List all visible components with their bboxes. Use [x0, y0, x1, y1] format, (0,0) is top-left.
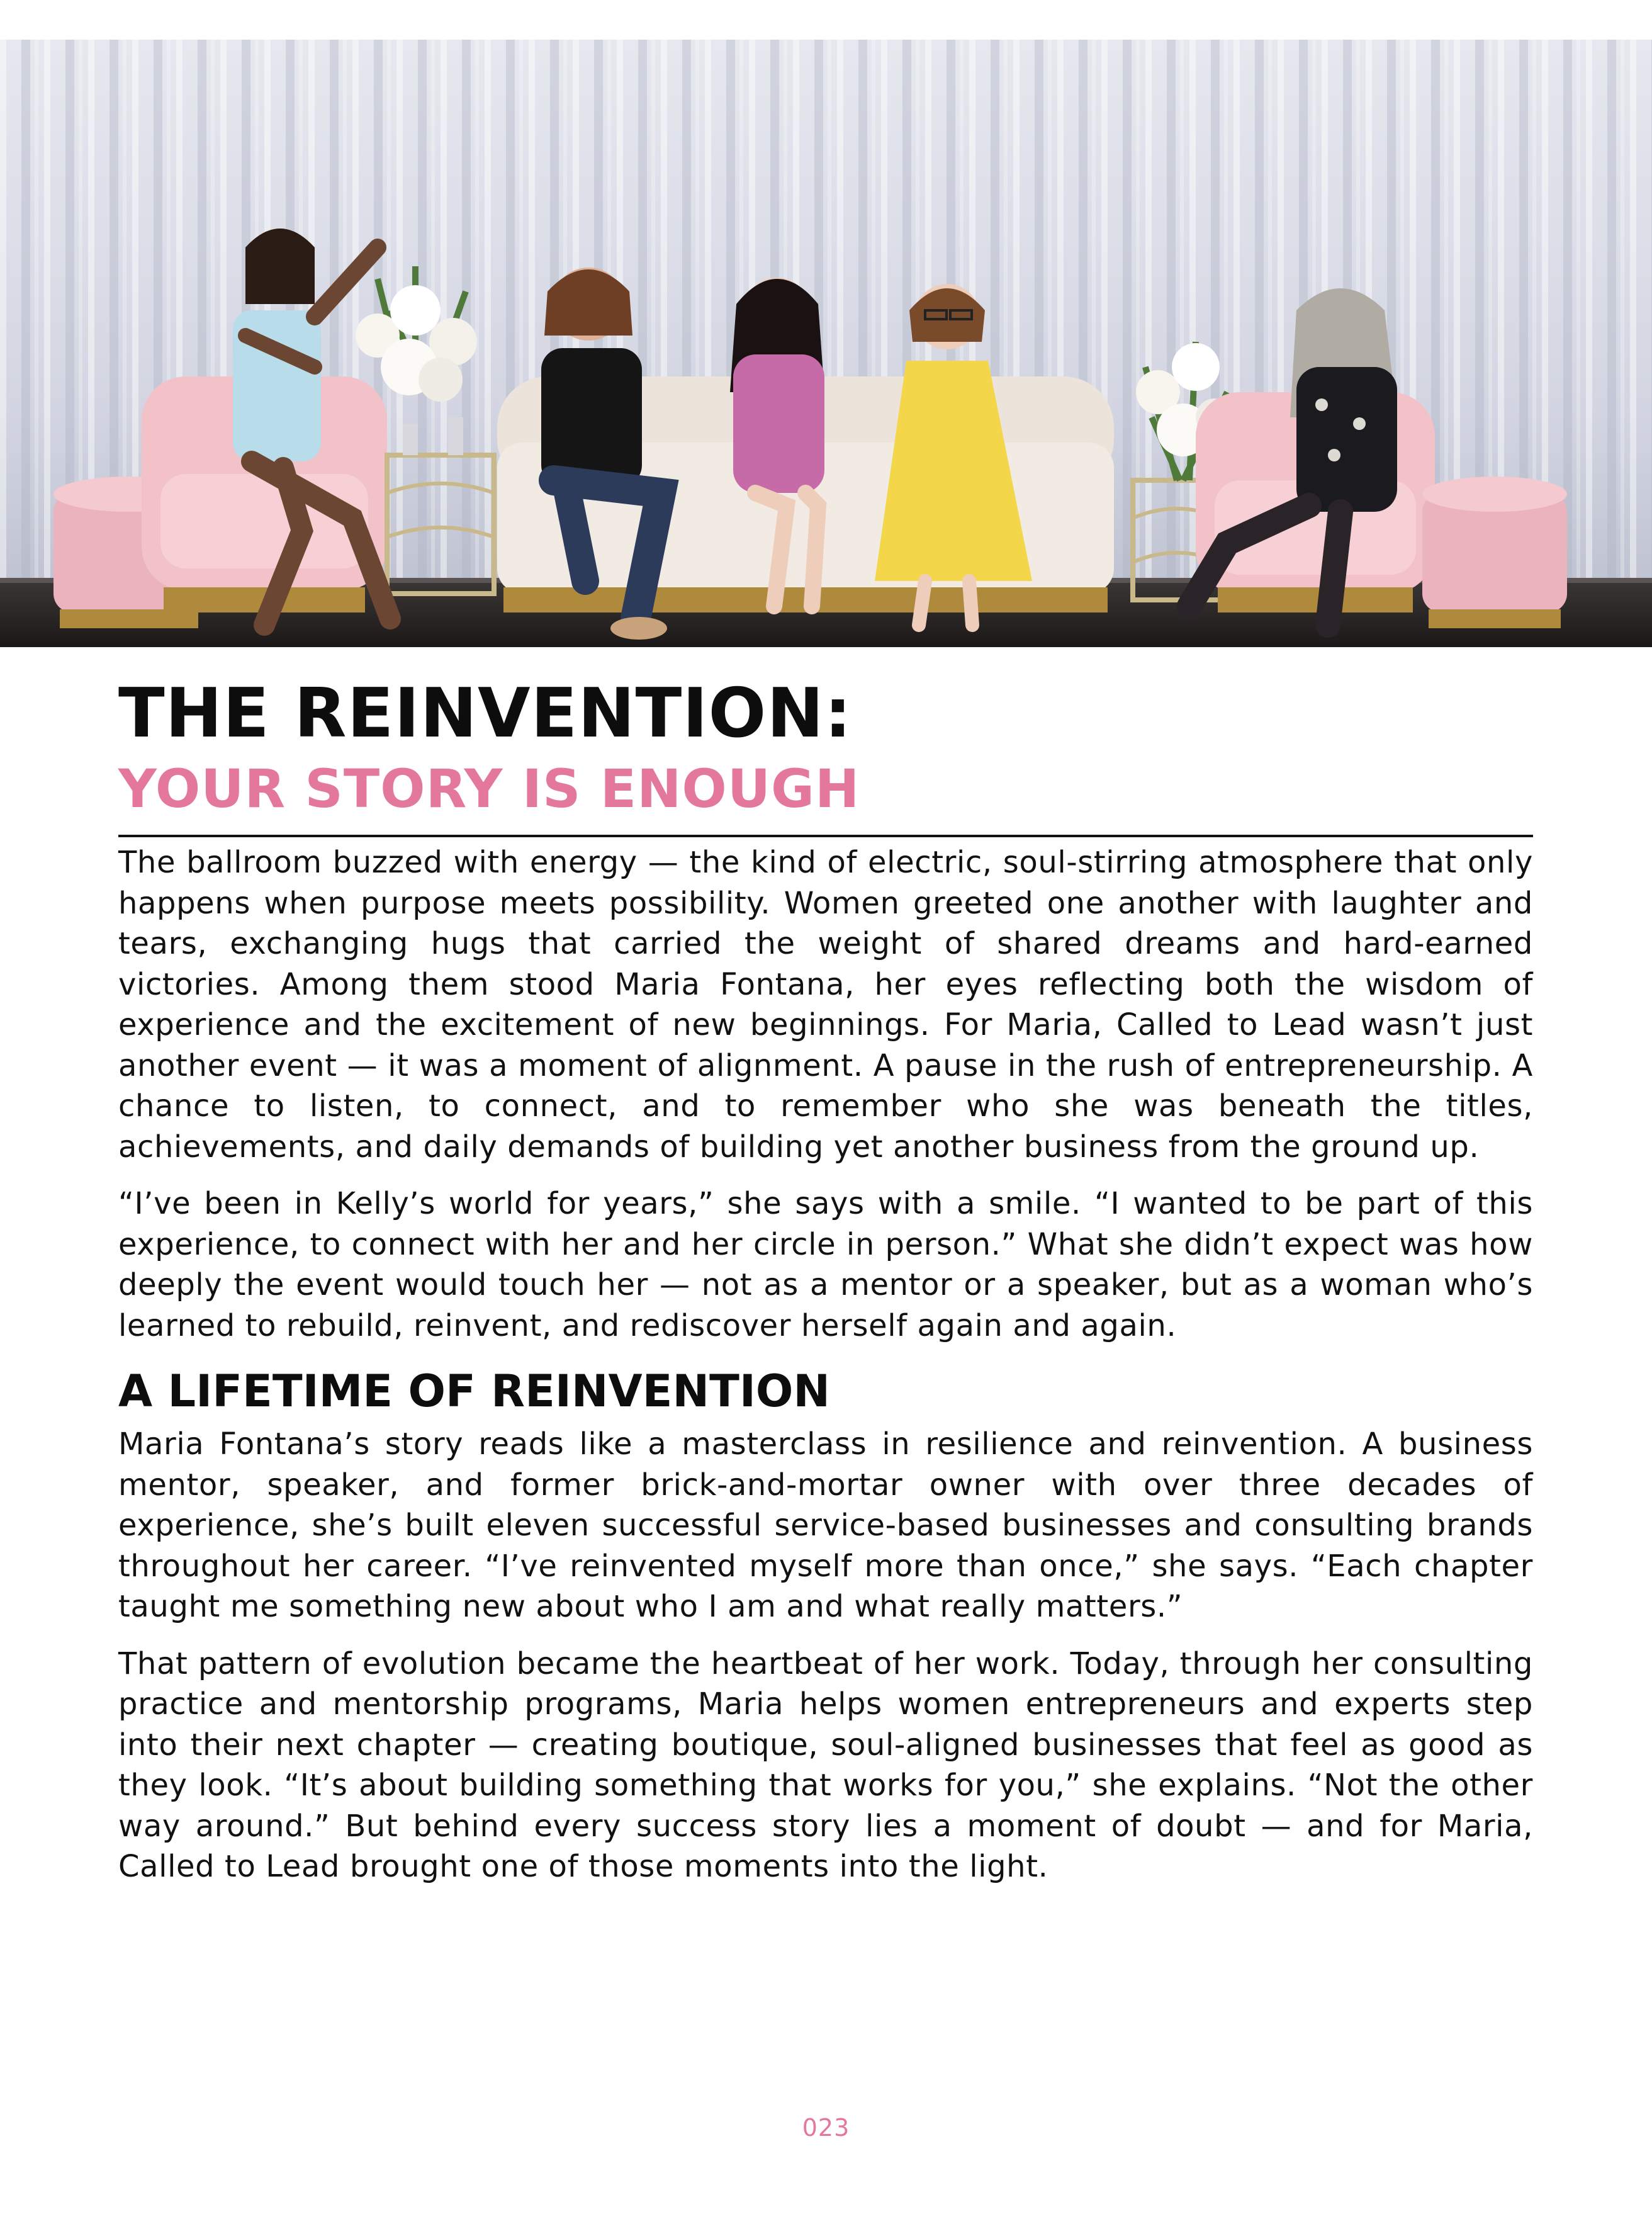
body-paragraph: Maria Fontana’s story reads like a masterclass in resilience and reinvention. A business mentor, speaker, and former brick-and-mortar owner with over three decades of experience, she’s built eleven successful service-based businesses and consulting brands throughout her career. “I’ve reinvented myself more than once,” she says. “Each chapter taught me something new about who I am and what really matters.” [118, 1426, 1533, 1624]
body-paragraph: “I’ve been in Kelly’s world for years,” she says with a smile. “I wanted to be part of this experience, to connect with her and her circle in person.” What she didn’t expect was how deeply the event would touch her — not as a mentor or a speaker, but as a woman who’s learned to rebuild, reinvent, and rediscover herself again and again. [118, 1186, 1533, 1343]
panel-stage-illustration [0, 40, 1652, 647]
section-heading: A LIFETIME OF REINVENTION [118, 1365, 830, 1417]
article-title: THE REINVENTION: [118, 674, 852, 753]
body-paragraph: That pattern of evolution became the heartbeat of her work. Today, through her consulting practice and mentorship programs, Maria helps women entrepreneurs and experts step into their next chapter — creating boutique, soul-aligned businesses that feel as good as they look. “It’s about building something that works for you,” she explains. “Not the other way around.” But behind every success story lies a moment of doubt — and for Maria, Called to Lead brought one of those moments into the light. [118, 1646, 1533, 1884]
article-subtitle: YOUR STORY IS ENOUGH [118, 758, 860, 820]
body-paragraph: The ballroom buzzed with energy — the kind of electric, soul-stirring atmosphere that only happens when purpose meets possibility. Women greeted one another with laughter and tears, exchanging hugs that carried the weight of shared dreams and hard-earned victories. Among them stood Maria Fontana, her eyes reflecting both the wisdom of experience and the excitement of new beginnings. For Maria, Called to Lead wasn’t just another event — it was a moment of alignment. A pause in the rush of entrepreneurship. A chance to listen, to connect, and to remember who she was beneath the titles, achievements, and daily demands of building yet another business from the ground up. [118, 845, 1533, 1165]
article [118, 674, 1533, 1904]
pink-pouf-right [1422, 477, 1567, 628]
hero-photo [0, 40, 1652, 647]
page-number: 023 [802, 2114, 850, 2142]
title-divider [118, 835, 1533, 837]
